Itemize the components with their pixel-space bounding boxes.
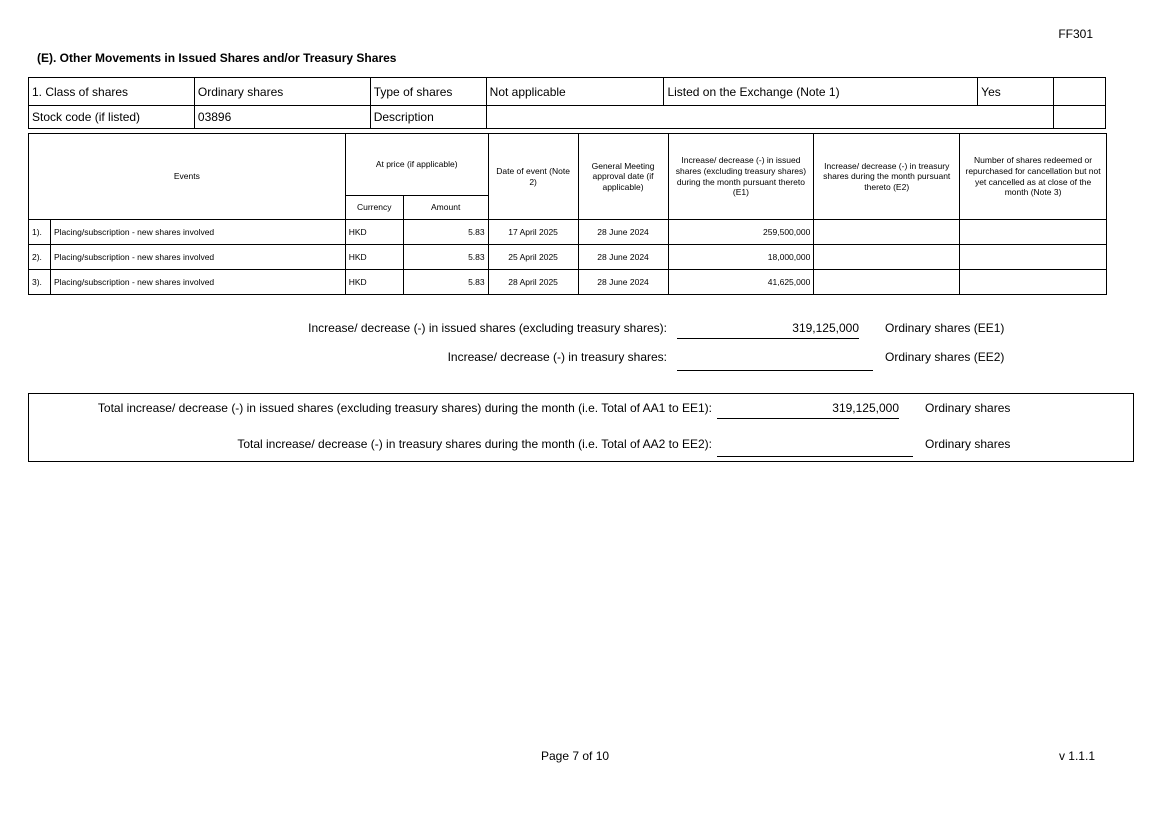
col-amount: Amount <box>403 195 488 219</box>
total-treasury-unit: Ordinary shares <box>925 437 1011 451</box>
version-label: v 1.1.1 <box>1058 749 1095 763</box>
ee1-unit: Ordinary shares (EE1) <box>885 321 1005 335</box>
listed-extra-cell <box>1054 78 1106 106</box>
col-currency: Currency <box>345 195 403 219</box>
row-currency: HKD <box>345 245 403 270</box>
row-gm-date: 28 June 2024 <box>578 245 668 270</box>
row-e2 <box>814 270 960 295</box>
col-e1: Increase/ decrease (-) in issued shares (excluding treasury shares) during the month pursuant thereto (E1) <box>668 134 814 220</box>
row-e1: 41,625,000 <box>668 270 814 295</box>
row-number: 3). <box>29 270 51 295</box>
row-event: Placing/subscription - new shares involved <box>50 270 345 295</box>
table-row <box>29 270 1107 295</box>
table-row <box>29 220 1107 245</box>
row-e1: 18,000,000 <box>668 245 814 270</box>
class-value: Ordinary shares <box>194 78 370 106</box>
row-gm-date: 28 June 2024 <box>578 270 668 295</box>
row-number: 1). <box>29 220 51 245</box>
description-extra-cell <box>1054 106 1106 129</box>
total-issued-value: 319,125,000 <box>717 401 899 419</box>
description-value <box>486 106 1053 129</box>
listed-label: Listed on the Exchange (Note 1) <box>664 78 978 106</box>
row-amount: 5.83 <box>403 220 488 245</box>
row-redeemed <box>960 245 1107 270</box>
row-e2 <box>814 245 960 270</box>
row-date: 25 April 2025 <box>488 245 578 270</box>
total-treasury-value <box>717 439 913 457</box>
row-currency: HKD <box>345 220 403 245</box>
type-value: Not applicable <box>486 78 664 106</box>
share-class-table <box>28 77 1106 129</box>
row-e2 <box>814 220 960 245</box>
ee1-label: Increase/ decrease (-) in issued shares (excluding treasury shares): <box>308 321 667 335</box>
ee1-value: 319,125,000 <box>677 321 859 339</box>
col-e2: Increase/ decrease (-) in treasury shares during the month pursuant thereto (E2) <box>814 134 960 220</box>
col-redeemed: Number of shares redeemed or repurchased for cancellation but not yet cancelled as at close of the month (Note 3) <box>960 134 1107 220</box>
row-event: Placing/subscription - new shares involved <box>50 245 345 270</box>
form-code: FF301 <box>1058 27 1093 41</box>
col-gm-date: General Meeting approval date (if applicable) <box>578 134 668 220</box>
listed-value: Yes <box>978 78 1054 106</box>
ee2-label: Increase/ decrease (-) in treasury shares: <box>447 350 667 364</box>
row-date: 28 April 2025 <box>488 270 578 295</box>
description-label: Description <box>370 106 486 129</box>
row-gm-date: 28 June 2024 <box>578 220 668 245</box>
page-number: Page 7 of 10 <box>541 749 610 763</box>
row-number: 2). <box>29 245 51 270</box>
row-amount: 5.83 <box>403 270 488 295</box>
ee2-value <box>677 353 873 371</box>
section-title: (E). Other Movements in Issued Shares and/or Treasury Shares <box>37 51 397 65</box>
class-label: 1. Class of shares <box>29 78 195 106</box>
row-e1: 259,500,000 <box>668 220 814 245</box>
total-issued-unit: Ordinary shares <box>925 401 1011 415</box>
stock-code-value: 03896 <box>194 106 370 129</box>
row-amount: 5.83 <box>403 245 488 270</box>
type-label: Type of shares <box>370 78 486 106</box>
table-row <box>29 245 1107 270</box>
ee2-unit: Ordinary shares (EE2) <box>885 350 1005 364</box>
row-currency: HKD <box>345 270 403 295</box>
row-redeemed <box>960 220 1107 245</box>
total-issued-label: Total increase/ decrease (-) in issued shares (excluding treasury shares) during the month (i.e. Total of AA1 to EE1): <box>97 401 712 415</box>
total-treasury-label: Total increase/ decrease (-) in treasury shares during the month (i.e. Total of AA2 to EE2): <box>237 437 712 451</box>
row-date: 17 April 2025 <box>488 220 578 245</box>
events-table <box>28 133 1107 295</box>
row-redeemed <box>960 270 1107 295</box>
col-price: At price (if applicable) <box>345 134 488 196</box>
col-events: Events <box>29 134 346 220</box>
stock-code-label: Stock code (if listed) <box>29 106 195 129</box>
row-event: Placing/subscription - new shares involved <box>50 220 345 245</box>
col-date: Date of event (Note 2) <box>488 134 578 220</box>
